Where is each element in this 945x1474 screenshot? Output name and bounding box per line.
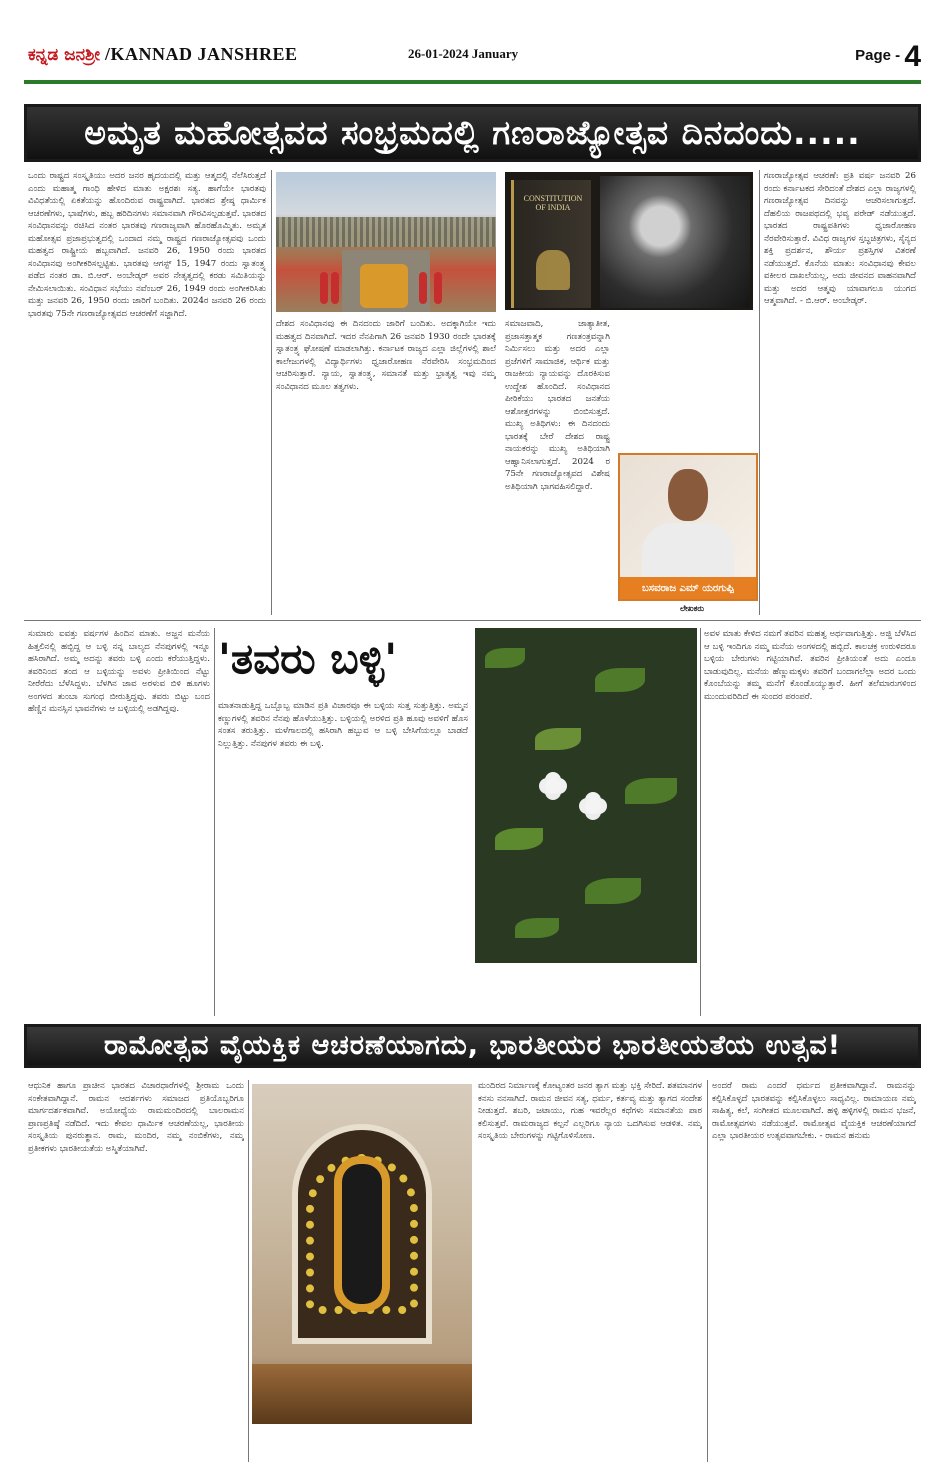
column-divider <box>759 170 760 615</box>
article-3-column-1: ಆಧುನಿಕ ಹಾಗೂ ಪ್ರಾಚೀನ ಭಾರತದ ವಿಚಾರಧಾರೆಗಳಲ್ಲಿ ಶ್ರೀರಾಮ ಒಂದು ಸಂಕೇತವಾಗಿದ್ದಾನೆ. ರಾಮನ ಆದರ್ಶಗಳು ಸಮಾಜದ ಪ್ರತಿಯೊಬ್ಬರಿಗೂ ಮಾರ್ಗದರ್ಶಕವಾಗಿವೆ. ಅಯೋಧ್ಯೆಯ ರಾಮಮಂದಿರದಲ್ಲಿ ಬಾಲರಾಮನ ಪ್ರಾಣಪ್ರತಿಷ್ಠೆ ನಡೆದಿದೆ. ಇದು ಕೇವಲ ಧಾರ್ಮಿಕ ಆಚರಣೆಯಲ್ಲ, ಭಾರತೀಯ ಸಂಸ್ಕೃತಿಯ ಪುನರುತ್ಥಾನ. ರಾಮ, ಮಂದಿರ, ನಮ್ಮ ನಂಬಿಕೆಗಳು, ನಮ್ಮ ಪ್ರತೀಕಗಳು ಭಾರತೀಯತೆಯ ಅಸ್ಮಿತೆಯಾಗಿವೆ. <box>28 1081 244 1154</box>
column-divider <box>214 628 215 1016</box>
leaf-shape <box>595 668 645 692</box>
author-shirt <box>642 523 734 579</box>
brand <box>28 44 298 65</box>
dancer-figure <box>320 272 328 304</box>
white-flower <box>545 778 561 794</box>
section-divider <box>24 620 921 621</box>
headline-ramotsava: ರಾಮೋತ್ಸವ ವೈಯಕ್ತಿಕ ಆಚರಣೆಯಾಗದು, ಭಾರತೀಯರ ಭಾರತೀಯತೆಯ ಉತ್ಸವ! <box>24 1024 921 1068</box>
leaf-shape <box>515 918 559 938</box>
headline-republic-day: ಅಮೃತ ಮಹೋತ್ಸವದ ಸಂಭ್ರಮದಲ್ಲಿ ಗಣರಾಜ್ಯೋತ್ಸವ ದಿನದಂದು..... <box>24 104 921 162</box>
brand-english: KANNAD JANSHREE <box>110 44 298 64</box>
column-divider <box>271 170 272 615</box>
article-3-column-2: ಮಂದಿರದ ನಿರ್ಮಾಣಕ್ಕೆ ಕೋಟ್ಯಂತರ ಜನರ ತ್ಯಾಗ ಮತ್ತು ಭಕ್ತಿ ಸೇರಿದೆ. ಶತಮಾನಗಳ ಕನಸು ನನಸಾಗಿದೆ. ರಾಮನ ಜೀವನ ಸತ್ಯ, ಧರ್ಮ, ಕರ್ತವ್ಯ ಮತ್ತು ತ್ಯಾಗದ ಸಂದೇಶ ನೀಡುತ್ತದೆ. ಶಬರಿ, ಜಟಾಯು, ಗುಹ ಇವರೆಲ್ಲರ ಕಥೆಗಳು ಸಮಾನತೆಯ ಪಾಠ ಕಲಿಸುತ್ತವೆ. ರಾಮರಾಜ್ಯದ ಕಲ್ಪನೆ ಎಲ್ಲರಿಗೂ ನ್ಯಾಯ ಒದಗಿಸುವ ಆಡಳಿತ. ನಮ್ಮ ಸಂಸ್ಕೃತಿಯ ಬೇರುಗಳನ್ನು ಗಟ್ಟಿಗೊಳಿಸೋಣ. <box>478 1081 702 1141</box>
page-number-value: 4 <box>904 40 921 73</box>
leaf-shape <box>585 878 641 904</box>
leaf-shape <box>625 778 677 804</box>
article-2-column-3: ಅವಳ ಮಾತು ಕೇಳಿದ ನಮಗೆ ತವರಿನ ಮಹತ್ವ ಅರ್ಥವಾಗುತ್ತಿತ್ತು. ಅಜ್ಜಿ ಬೆಳೆಸಿದ ಆ ಬಳ್ಳಿ ಇಂದಿಗೂ ನಮ್ಮ ಮನೆಯ ಅಂಗಳದಲ್ಲಿ ಹಬ್ಬಿದೆ. ಕಾಲಚಕ್ರ ಉರುಳಿದರೂ ಬಳ್ಳಿಯ ಬೇರುಗಳು ಗಟ್ಟಿಯಾಗಿವೆ. ತವರಿನ ಪ್ರೀತಿಯಂತೆ ಅದು ಎಂದೂ ಬಾಡುವುದಿಲ್ಲ. ಮನೆಯ ಹೆಣ್ಣುಮಕ್ಕಳು ತವರಿಗೆ ಬಂದಾಗಲೆಲ್ಲಾ ಅದರ ಒಂದು ಕೊಂಬೆಯನ್ನು ತಮ್ಮ ಮನೆಗೆ ಕೊಂಡೊಯ್ಯುತ್ತಾರೆ. ಹೀಗೆ ತಲೆಮಾರುಗಳಿಂದ ಮುಂದುವರಿದಿದೆ ಈ ಸುಂದರ ಪರಂಪರೆ. <box>704 629 916 702</box>
article-3-column-3: ಅಂದರೆ ರಾಮ ಎಂದರೆ ಧರ್ಮದ ಪ್ರತೀಕವಾಗಿದ್ದಾನೆ. ರಾಮನನ್ನು ಕಲ್ಪಿಸಿಕೊಳ್ಳದೆ ಭಾರತವನ್ನು ಕಲ್ಪಿಸಿಕೊಳ್ಳಲು ಸಾಧ್ಯವಿಲ್ಲ. ರಾಮಾಯಣ ನಮ್ಮ ಸಾಹಿತ್ಯ, ಕಲೆ, ಸಂಗೀತದ ಮೂಲವಾಗಿದೆ. ಹಳ್ಳಿ ಹಳ್ಳಿಗಳಲ್ಲಿ ರಾಮನ ಭಜನೆ, ರಾಮೋತ್ಸವಗಳು ನಡೆಯುತ್ತವೆ. ರಾಮೋತ್ಸವ ವೈಯಕ್ತಿಕ ಆಚರಣೆಯಾಗದೆ ಎಲ್ಲಾ ಭಾರತೀಯರ ಉತ್ಸವವಾಗಬೇಕು. - ರಾಮನ ಹನುಮ <box>712 1081 916 1141</box>
page-label: Page - <box>855 47 901 64</box>
constitution-photo <box>505 172 753 310</box>
author-name: ಬಸವರಾಜ ಎಮ್ ಯರಗುಪ್ಪಿ <box>620 577 756 599</box>
leaf-shape <box>485 648 525 668</box>
article-1-column-3: ಸಮಾಜವಾದಿ, ಜಾತ್ಯಾತೀತ, ಪ್ರಜಾಸತ್ತಾತ್ಮಕ ಗಣತಂತ್ರವನ್ನಾಗಿ ನಿರ್ಮಿಸಲು ಮತ್ತು ಅದರ ಎಲ್ಲಾ ಪ್ರಜೆಗಳಿಗೆ ಸಾಮಾಜಿಕ, ಆರ್ಥಿಕ ಮತ್ತು ರಾಜಕೀಯ ನ್ಯಾಯವನ್ನು ದೊರಕಿಸುವ ಉದ್ದೇಶ ಹೊಂದಿದೆ. ಸಂವಿಧಾನದ ಪೀಠಿಕೆಯು ಭಾರತದ ಜನತೆಯ ಆಶೋತ್ತರಗಳನ್ನು ಬಿಂಬಿಸುತ್ತದೆ. ಮುಖ್ಯ ಅತಿಥಿಗಳು: ಈ ದಿನದಂದು ಭಾರತಕ್ಕೆ ಬೇರೆ ದೇಶದ ರಾಷ್ಟ್ರ ನಾಯಕರನ್ನು ಮುಖ್ಯ ಅತಿಥಿಯಾಗಿ ಆಹ್ವಾನಿಸಲಾಗುತ್ತದೆ. 2024 ರ 75ನೇ ಗಣರಾಜ್ಯೋತ್ಸವದ ವಿಶೇಷ ಅತಿಥಿಯಾಗಿ ಭಾಗವಹಿಸಲಿದ್ದಾರೆ. <box>505 319 610 492</box>
portrait-photo <box>600 176 750 308</box>
column-divider <box>248 1080 249 1462</box>
brand-separator: / <box>99 44 111 64</box>
page-number <box>855 40 921 74</box>
author-face <box>668 469 708 521</box>
column-divider <box>700 628 701 1016</box>
jasmine-vine-photo <box>475 628 697 963</box>
white-flower <box>585 798 601 814</box>
headline-tavaru-balli: 'ತವರು ಬಳ್ಳಿ' <box>218 634 398 683</box>
national-emblem-icon <box>536 250 570 290</box>
constitution-book <box>511 180 591 308</box>
column-divider <box>707 1080 708 1462</box>
article-1-column-4: ಗಣರಾಜ್ಯೋತ್ಸವ ಆಚರಣೆ: ಪ್ರತಿ ವರ್ಷ ಜನವರಿ 26 ರಂದು ಕರ್ನಾಟಕದ ಸೇರಿದಂತೆ ದೇಶದ ಎಲ್ಲಾ ರಾಜ್ಯಗಳಲ್ಲಿ ಗಣರಾಜ್ಯೋತ್ಸವ ದಿನವನ್ನು ಆಚರಿಸಲಾಗುತ್ತದೆ. ದೆಹಲಿಯ ರಾಜಪಥದಲ್ಲಿ ಭವ್ಯ ಪರೇಡ್ ನಡೆಯುತ್ತದೆ. ಭಾರತದ ರಾಷ್ಟ್ರಪತಿಗಳು ಧ್ವಜಾರೋಹಣ ನೆರವೇರಿಸುತ್ತಾರೆ. ವಿವಿಧ ರಾಜ್ಯಗಳ ಸ್ತಬ್ಧಚಿತ್ರಗಳು, ಸೈನ್ಯದ ಶಕ್ತಿ ಪ್ರದರ್ಶನ, ಶೌರ್ಯ ಪ್ರಶಸ್ತಿಗಳ ವಿತರಣೆ ನಡೆಯುತ್ತದೆ. ಕೊನೆಯ ಮಾತು: ಸಂವಿಧಾನವು ಕೇವಲ ವಕೀಲರ ದಾಖಲೆಯಲ್ಲ, ಅದು ಜೀವನದ ವಾಹನವಾಗಿದೆ ಮತ್ತು ಅದರ ಆತ್ಮವು ಯಾವಾಗಲೂ ಯುಗದ ಆತ್ಮವಾಗಿದೆ. - ಬಿ.ಆರ್. ಅಂಬೇಡ್ಕರ್. <box>764 171 916 306</box>
article-2-column-2: ಮಾತನಾಡುತ್ತಿದ್ದ ಒಬ್ಬೊಬ್ಬ ಮಾಡಿನ ಪ್ರತಿ ವಿಚಾರವೂ ಈ ಬಳ್ಳಿಯ ಸುತ್ತ ಸುತ್ತುತ್ತಿತ್ತು. ಅಮ್ಮನ ಕಣ್ಣುಗಳಲ್ಲಿ ತವರಿನ ನೆನಪು ಹೊಳೆಯುತ್ತಿತ್ತು. ಬಳ್ಳಿಯಲ್ಲಿ ಅರಳಿದ ಪ್ರತಿ ಹೂವು ಅವಳಿಗೆ ಹೊಸ ಸಂತಸ ತರುತ್ತಿತ್ತು. ಮಳೆಗಾಲದಲ್ಲಿ ಹಸಿರಾಗಿ ಹಬ್ಬುವ ಆ ಬಳ್ಳಿ ಬೇಸಿಗೆಯಲ್ಲೂ ಬಾಡದೆ ನಿಲ್ಲುತ್ತಿತ್ತು. ನೆನಪುಗಳ ತವರು ಈ ಬಳ್ಳಿ. <box>218 701 468 749</box>
issue-date: 26-01-2024 January <box>408 46 519 61</box>
author-photo <box>618 453 758 601</box>
crowd-shape <box>276 217 496 247</box>
book-title: CONSTITUTION OF INDIA <box>523 194 583 212</box>
brand-kannada: ಕನ್ನಡ ಜನಶ್ರೀ <box>28 45 100 65</box>
leaf-shape <box>495 828 543 850</box>
article-1-column-1: ಒಂದು ರಾಷ್ಟ್ರದ ಸಂಸ್ಕೃತಿಯು ಅದರ ಜನರ ಹೃದಯದಲ್ಲಿ ಮತ್ತು ಆತ್ಮದಲ್ಲಿ ನೆಲೆಸಿರುತ್ತದೆ ಎಂದು ಮಹಾತ್ಮ ಗಾಂಧಿ ಹೇಳಿದ ಮಾತು ಅಕ್ಷರಶಃ ಸತ್ಯ. ಹಾಗೆಯೇ ಭಾರತವು ವಿವಿಧತೆಯಲ್ಲಿ ಏಕತೆಯನ್ನು ಹೊಂದಿರುವ ರಾಷ್ಟ್ರವಾಗಿದೆ. ಭಾರತದ ಶ್ರೇಷ್ಠ ಧಾರ್ಮಿಕ ಆಚರಣೆಗಳು, ಭಾಷೆಗಳು, ಹಬ್ಬ ಹರಿದಿನಗಳು ಸಮಾನವಾಗಿ ಗೌರವಿಸಲ್ಪಡುತ್ತವೆ. ಭಾರತದ ಸಂವಿಧಾನವನ್ನು ರಚಿಸಿದ ನಂತರ ಭಾರತವು ಗಣರಾಜ್ಯವಾಗಿ ಹೊರಹೊಮ್ಮಿತು. ಅಮೃತ ಮಹೋತ್ಸವ ಪ್ರಜಾಪ್ರಭುತ್ವದಲ್ಲಿ ಒಂದಾದ ನಮ್ಮ ರಾಷ್ಟ್ರದ ಗಣರಾಜ್ಯೋತ್ಸವವು ಒಂದು ಮಹತ್ವದ ರಾಷ್ಟ್ರೀಯ ಹಬ್ಬವಾಗಿದೆ. ಜನವರಿ 26, 1950 ರಂದು ಭಾರತದ ಸಂವಿಧಾನವು ಅಂಗೀಕರಿಸಲ್ಪಟ್ಟಿತು. ಭಾರತವು ಆಗಸ್ಟ್ 15, 1947 ರಂದು ಸ್ವಾತಂತ್ರ್ಯ ಪಡೆದ ನಂತರ ಡಾ. ಬಿ.ಆರ್. ಅಂಬೇಡ್ಕರ್ ಅವರ ನೇತೃತ್ವದಲ್ಲಿ ಕರಡು ಸಮಿತಿಯನ್ನು ನೇಮಿಸಲಾಯಿತು. ಸಂವಿಧಾನ ಸಭೆಯು ನವೆಂಬರ್ 26, 1949 ರಂದು ಅಂಗೀಕರಿಸಿತು ಮತ್ತು ಜನವರಿ 26, 1950 ರಂದು ಜಾರಿಗೆ ಬಂದಿತು. 2024ರ ಜನವರಿ 26 ರಂದು ಭಾರತವು 75ನೇ ಗಣರಾಜ್ಯೋತ್ಸವದ ಆಚರಣೆಗೆ ಸಜ್ಜಾಗಿದೆ. <box>28 171 266 319</box>
article-1-column-2: ದೇಶದ ಸಂವಿಧಾನವು ಈ ದಿನದಂದು ಜಾರಿಗೆ ಬಂದಿತು. ಅದಕ್ಕಾಗಿಯೇ ಇದು ಮಹತ್ವದ ದಿನವಾಗಿದೆ. ಇದರ ನೆನಪಿಗಾಗಿ 26 ಜನವರಿ 1930 ರಂದೇ ಭಾರತಕ್ಕೆ ಸ್ವಾತಂತ್ರ್ಯ ಘೋಷಣೆ ಮಾಡಲಾಗಿತ್ತು. ಕರ್ನಾಟಕ ರಾಜ್ಯದ ಎಲ್ಲಾ ಜಿಲ್ಲೆಗಳಲ್ಲಿ ಶಾಲೆ ಕಾಲೇಜುಗಳಲ್ಲಿ ವಿದ್ಯಾರ್ಥಿಗಳು ಧ್ವಜಾರೋಹಣ ನೆರವೇರಿಸಿ ಸಂಭ್ರಮದಿಂದ ಆಚರಿಸುತ್ತಾರೆ. ನ್ಯಾಯ, ಸ್ವಾತಂತ್ರ್ಯ, ಸಮಾನತೆ ಮತ್ತು ಭ್ರಾತೃತ್ವ ಇವು ನಮ್ಮ ಸಂವಿಧಾನದ ಮೂಲ ತತ್ವಗಳು. <box>276 319 496 392</box>
tableau-float <box>360 264 408 308</box>
dancer-figure <box>434 272 442 304</box>
masthead-rule <box>24 80 921 84</box>
article-2-column-1: ಸುಮಾರು ಐವತ್ತು ವರ್ಷಗಳ ಹಿಂದಿನ ಮಾತು. ಅಜ್ಜನ ಮನೆಯ ಹಿತ್ತಲಿನಲ್ಲಿ ಹಬ್ಬಿದ್ದ ಆ ಬಳ್ಳಿ ನನ್ನ ಬಾಲ್ಯದ ನೆನಪುಗಳಲ್ಲಿ ಇನ್ನೂ ಹಸಿರಾಗಿದೆ. ಅಮ್ಮ ಅದನ್ನು ತವರು ಬಳ್ಳಿ ಎಂದು ಕರೆಯುತ್ತಿದ್ದಳು. ತವರಿನಿಂದ ತಂದ ಆ ಬಳ್ಳಿಯನ್ನು ಅವಳು ಪ್ರೀತಿಯಿಂದ ನೆಟ್ಟು ನೀರೆರೆದು ಬೆಳೆಸಿದ್ದಳು. ಬೆಳಗಿನ ಜಾವ ಅರಳುವ ಬಿಳಿ ಹೂಗಳು ಅಂಗಳದ ತುಂಬಾ ಸುಗಂಧ ಬೀರುತ್ತಿದ್ದವು. ತವರು ಬಿಟ್ಟು ಬಂದ ಹೆಣ್ಣಿನ ಮನಸ್ಸಿನ ಭಾವನೆಗಳು ಆ ಬಳ್ಳಿಯಲ್ಲಿ ಅಡಗಿದ್ದವು. <box>28 629 210 714</box>
dancer-figure <box>331 272 339 304</box>
dancer-figure <box>419 272 427 304</box>
leaf-shape <box>535 728 581 750</box>
parade-photo <box>276 172 496 312</box>
author-role: ಲೇಖಕರು <box>680 604 705 613</box>
masthead <box>0 0 945 90</box>
